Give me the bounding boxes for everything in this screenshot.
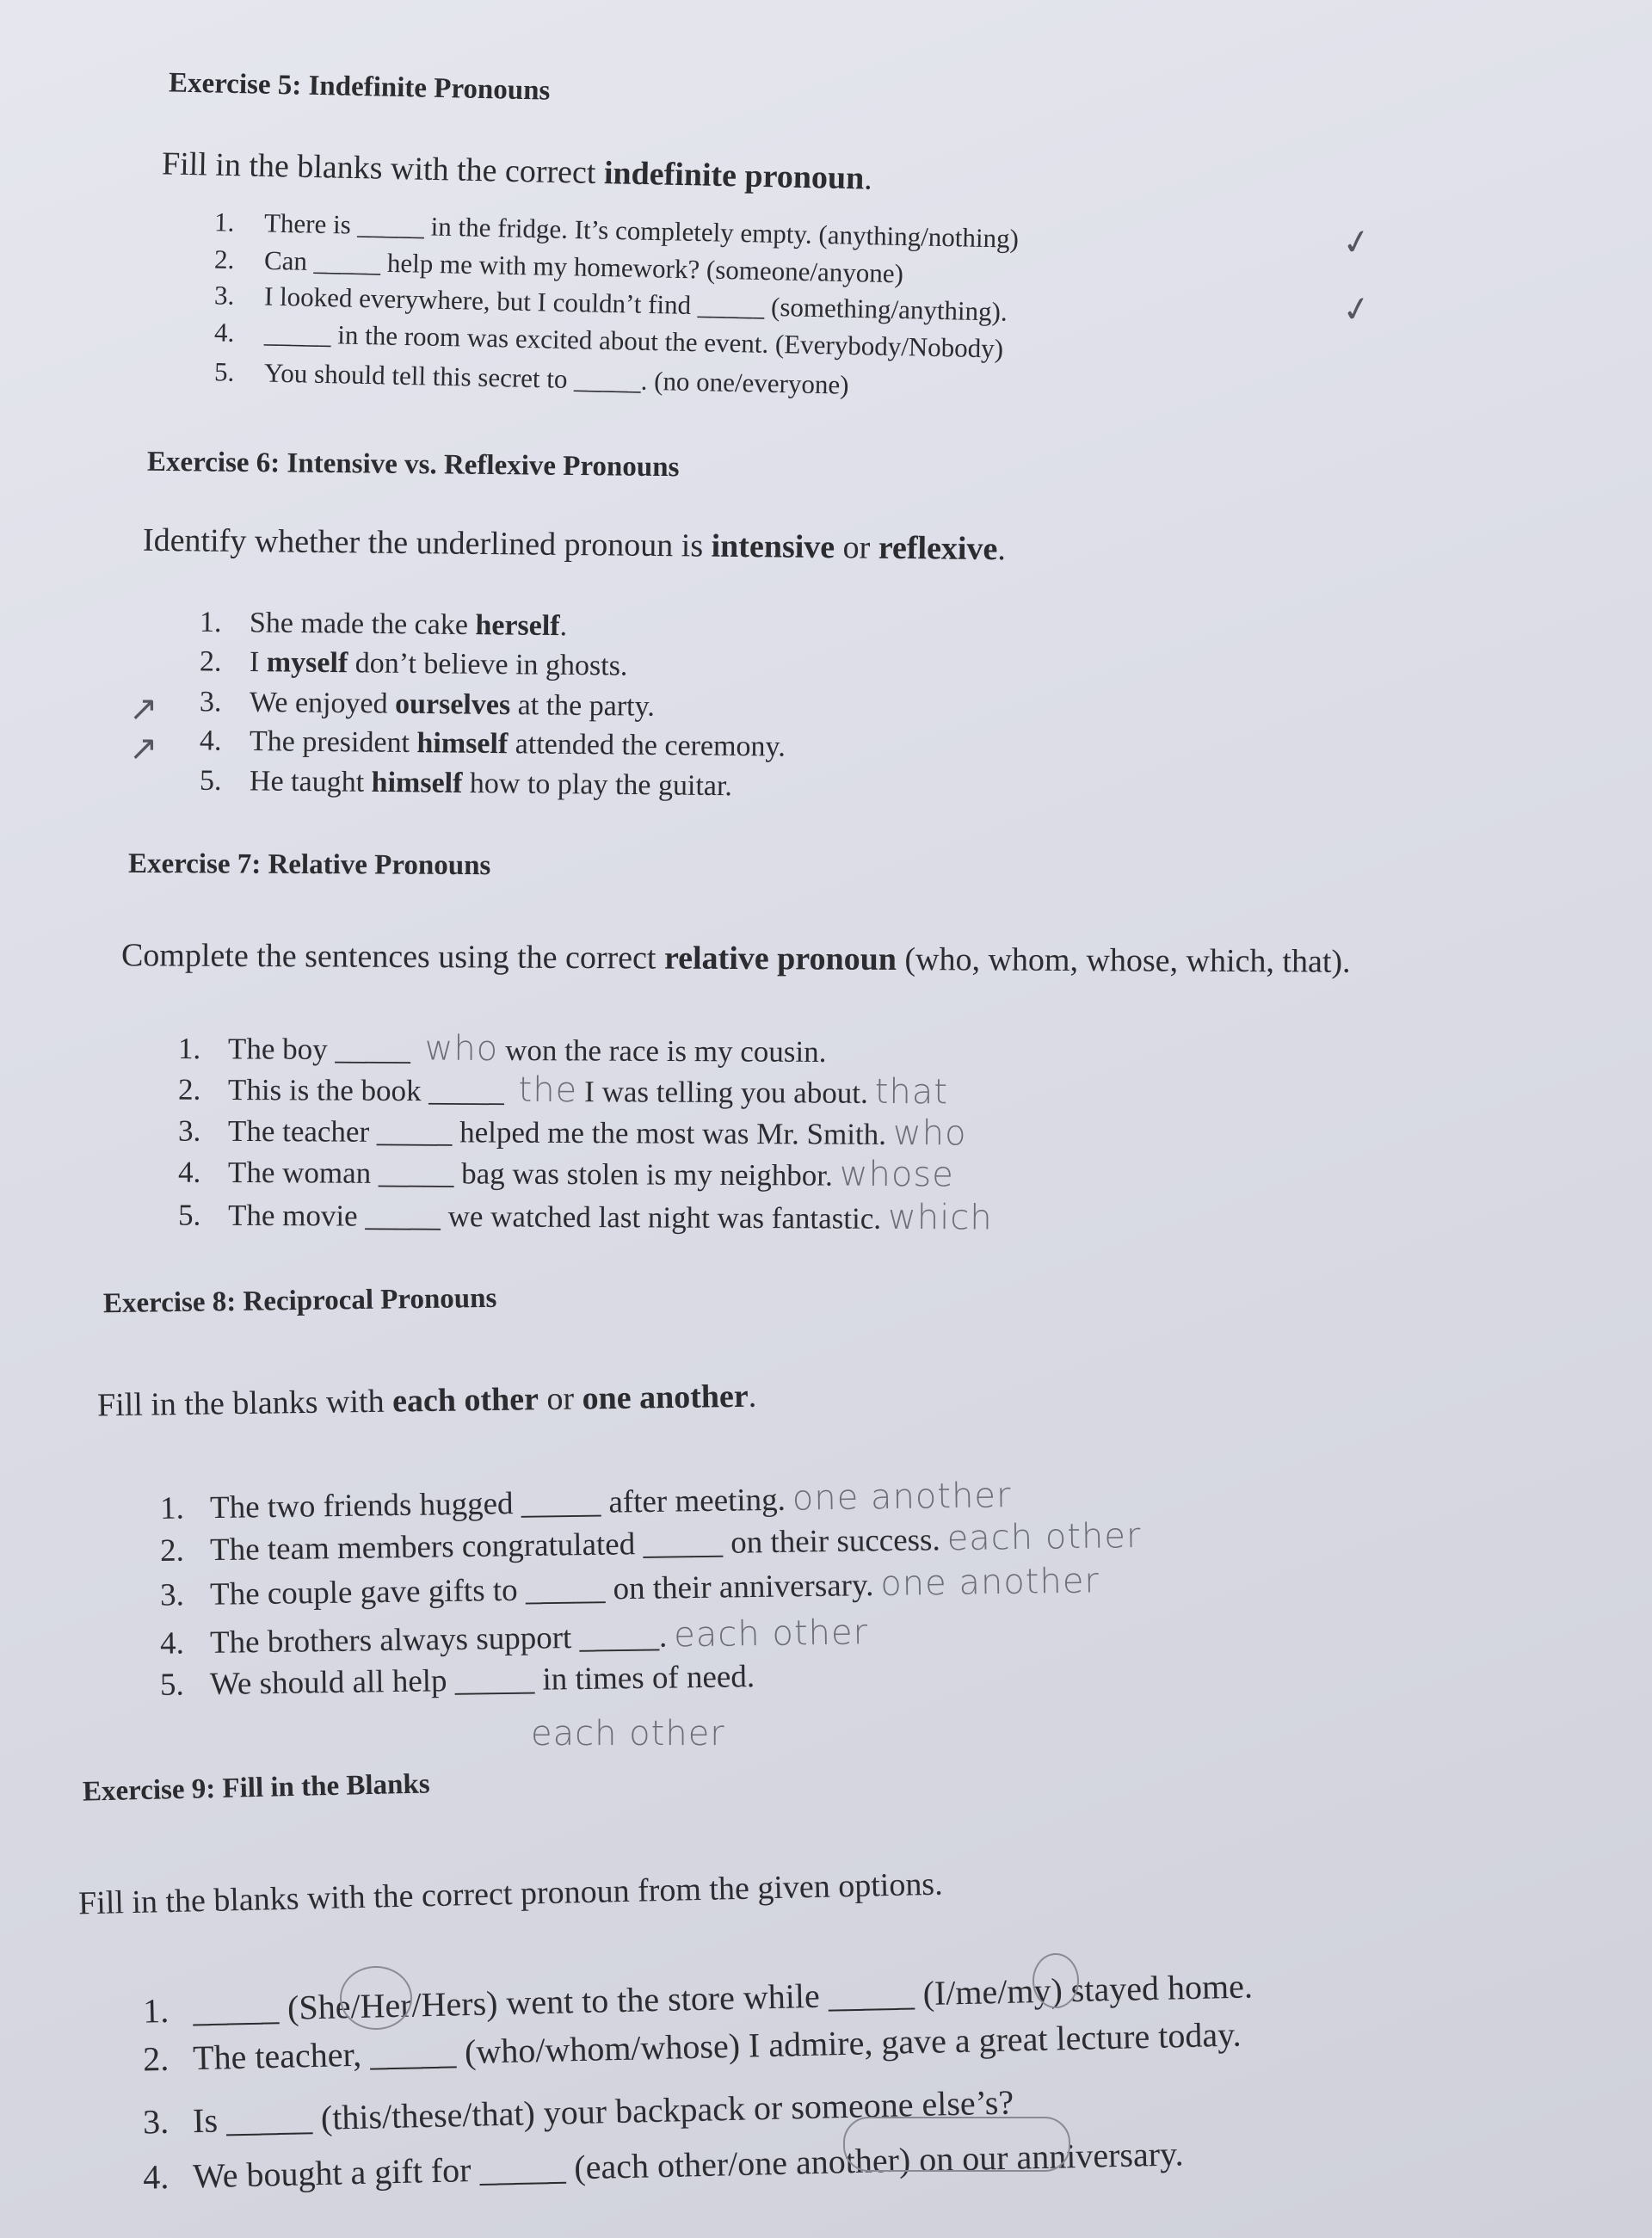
- item-number: 2.: [213, 244, 235, 275]
- item-text: Can _____ help me with my homework? (someone/anyone): [263, 244, 904, 289]
- handwritten-answer: who: [424, 1028, 499, 1069]
- item-text: He taught: [249, 765, 372, 798]
- item-text: The movie _____ we watched last night was fantastic.: [227, 1198, 882, 1236]
- item-number: 4.: [142, 2157, 170, 2197]
- instruction-keyword: relative pronoun: [663, 940, 897, 977]
- item-number: 4.: [199, 724, 222, 757]
- item-number: 1.: [199, 606, 222, 639]
- exercise-item: [200, 685, 655, 724]
- item-number: 4.: [177, 1155, 201, 1189]
- item-number: 4.: [159, 1625, 185, 1662]
- item-number: 5.: [177, 1198, 201, 1232]
- item-number: 1.: [142, 1990, 170, 2031]
- instruction-keyword: each other: [391, 1381, 539, 1420]
- instruction-keyword: indefinite pronoun: [603, 155, 865, 197]
- circle-mark: [843, 2117, 1070, 2172]
- handwritten-answer: one another: [792, 1476, 1012, 1519]
- item-text: We bought a gift for _____ (each other/one another) on our anniversary.: [192, 2134, 1184, 2196]
- underlined-pronoun: herself: [475, 609, 560, 643]
- item-text: The teacher, _____ (who/whom/whose) I admire, gave a great lecture today.: [192, 2014, 1242, 2078]
- exercise-instruction: [78, 1866, 943, 1923]
- item-number: 3.: [199, 686, 222, 718]
- item-text: We enjoyed: [249, 686, 396, 720]
- exercise-title: Exercise 7: Relative Pronouns: [127, 848, 491, 882]
- exercise-instruction: [121, 937, 1351, 981]
- checkmark-icon: ✓: [1339, 287, 1375, 332]
- exercise-title: Exercise 8: Reciprocal Pronouns: [102, 1282, 497, 1320]
- item-number: 4.: [213, 317, 235, 348]
- item-number: 5.: [213, 356, 235, 387]
- item-number: 2.: [159, 1532, 185, 1569]
- exercise-item: [200, 724, 786, 763]
- item-text: at the party.: [509, 689, 656, 723]
- item-text: The two friends hugged _____ after meeting.: [209, 1482, 786, 1526]
- circle-mark: [1032, 1953, 1079, 2008]
- tick-mark-icon: ↗: [129, 689, 158, 729]
- item-text: We should all help _____ in times of need.: [209, 1659, 755, 1703]
- exercise-title: Exercise 6: Intensive vs. Reflexive Pronouns: [146, 446, 680, 484]
- item-text: won the race is my cousin.: [505, 1033, 827, 1069]
- item-text: how to play the guitar.: [462, 767, 733, 803]
- item-text: This is the book _____: [227, 1072, 512, 1108]
- item-text: The team members congratulated _____ on their success.: [209, 1522, 940, 1569]
- exercise-item: [178, 1069, 948, 1113]
- instruction-text: .: [863, 160, 873, 197]
- instruction-text: Identify whether the underlined pronoun is: [142, 521, 712, 564]
- item-number: 2.: [199, 645, 222, 678]
- handwritten-answer: the: [518, 1070, 578, 1111]
- instruction-text: Fill in the blanks with the correct: [161, 145, 605, 192]
- handwritten-answer: that: [874, 1071, 949, 1113]
- handwritten-answer: whose: [839, 1154, 954, 1195]
- checkmark-icon: ✓: [1339, 220, 1375, 265]
- instruction-text: Fill in the blanks with the correct pronoun from the given options.: [77, 1865, 944, 1922]
- item-text: The boy _____: [227, 1032, 418, 1067]
- exercise-title: Exercise 5: Indefinite Pronouns: [168, 67, 551, 107]
- instruction-keyword: one another: [582, 1378, 749, 1417]
- item-text: don’t believe in ghosts.: [348, 647, 628, 682]
- exercise-instruction: [97, 1378, 757, 1425]
- item-number: 1.: [177, 1032, 201, 1066]
- underlined-pronoun: myself: [266, 646, 348, 680]
- item-text: The teacher _____ helped me the most was Mr. Smith.: [227, 1113, 887, 1151]
- item-text: I was telling you about.: [584, 1075, 868, 1110]
- item-text: The couple gave gifts to _____ on their anniversary.: [209, 1568, 874, 1612]
- item-text: I looked everywhere, but I couldn’t find _____ (something/anything).: [263, 281, 1008, 327]
- item-number: 2.: [177, 1072, 201, 1107]
- exercise-instruction: [162, 145, 873, 198]
- instruction-text: (who, whom, whose, which, that).: [896, 940, 1351, 980]
- item-text: .: [559, 610, 568, 643]
- item-number: 1.: [159, 1490, 185, 1526]
- tick-mark-icon: ↗: [129, 729, 158, 768]
- item-number: 5.: [199, 764, 222, 798]
- handwritten-answer: each other: [673, 1612, 869, 1655]
- exercise-item: [178, 1151, 954, 1195]
- item-text: She made the cake: [249, 607, 476, 642]
- item-text: Is _____ (this/these/that) your backpack or someone else’s?: [192, 2082, 1014, 2141]
- exercise-item: [178, 1194, 993, 1238]
- instruction-text: .: [748, 1378, 757, 1415]
- item-text: I: [249, 646, 268, 679]
- exercise-item: [160, 1561, 1100, 1614]
- instruction-text: or: [834, 529, 879, 566]
- exercise-item: [160, 1612, 869, 1662]
- item-number: 3.: [213, 280, 235, 311]
- item-number: 1.: [213, 207, 235, 237]
- exercise-item: [178, 1027, 827, 1070]
- instruction-text: .: [997, 531, 1007, 568]
- item-text: The president: [249, 725, 417, 760]
- item-text: The brothers always support _____.: [209, 1618, 668, 1661]
- instruction-keyword: intensive: [711, 527, 835, 566]
- item-text: There is _____ in the fridge. It’s completely empty. (anything/nothing): [263, 207, 1020, 254]
- handwritten-answer: one another: [879, 1561, 1100, 1604]
- exercise-item: [200, 606, 568, 644]
- item-number: 5.: [159, 1667, 185, 1703]
- handwritten-answer: which: [887, 1197, 993, 1238]
- exercise-item: [214, 356, 849, 400]
- instruction-text: Fill in the blanks with: [96, 1383, 393, 1424]
- item-text: attended the ceremony.: [508, 728, 786, 763]
- item-number: 3.: [159, 1577, 185, 1613]
- underlined-pronoun: himself: [416, 727, 509, 761]
- exercise-item: [200, 764, 732, 804]
- exercise-item: [178, 1110, 967, 1154]
- exercise-title: Exercise 9: Fill in the Blanks: [82, 1768, 430, 1808]
- exercise-instruction: [143, 522, 1006, 569]
- underlined-pronoun: himself: [371, 766, 463, 799]
- exercise-item: [200, 644, 628, 682]
- item-text: The woman _____ bag was stolen is my neighbor.: [227, 1155, 833, 1193]
- exercise-item: [160, 1659, 755, 1704]
- circle-mark: [340, 1966, 412, 2030]
- instruction-text: or: [538, 1380, 583, 1418]
- instruction-text: Complete the sentences using the correct: [120, 937, 665, 977]
- instruction-keyword: reflexive: [878, 529, 998, 568]
- item-number: 3.: [142, 2101, 170, 2142]
- item-text: _____ (She/Her/Hers) went to the store while _____ (I/me/my) stayed home.: [192, 1966, 1254, 2030]
- handwritten-answer: who: [892, 1113, 967, 1154]
- underlined-pronoun: ourselves: [394, 687, 511, 722]
- item-text: You should tell this secret to _____. (no one/everyone): [263, 357, 849, 400]
- handwritten-answer: each other: [531, 1714, 725, 1754]
- item-number: 3.: [177, 1113, 201, 1148]
- handwritten-answer: each other: [946, 1516, 1142, 1559]
- item-text: _____ in the room was excited about the event. (Everybody/Nobody): [263, 318, 1004, 364]
- item-number: 2.: [142, 2038, 170, 2079]
